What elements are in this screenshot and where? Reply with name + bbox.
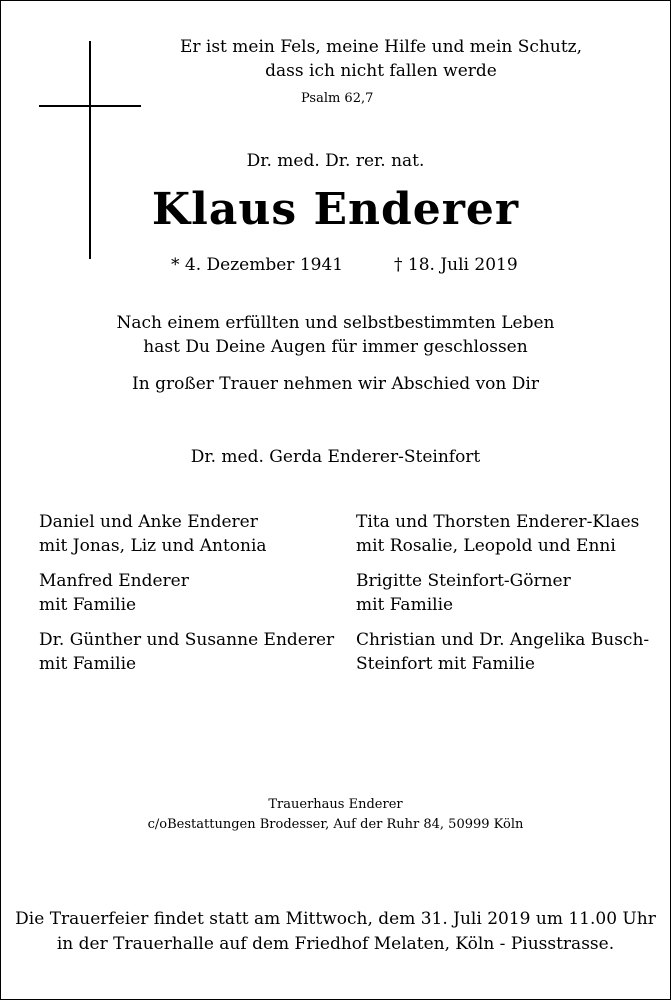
message-line-3: In großer Trauer nehmen wir Abschied von Dir — [132, 374, 539, 394]
family-left-1 — [39, 510, 267, 558]
family-right-2 — [356, 569, 571, 617]
ceremony-info — [1, 907, 670, 957]
spouse-name: Dr. med. Gerda Enderer-Steinfort — [190, 447, 481, 467]
verse-line-1: Er ist mein Fels, meine Hilfe und mein Schutz, — [179, 37, 583, 57]
family-line: Tita und Thorsten Enderer-Klaes — [356, 512, 640, 532]
family-right-3 — [356, 628, 649, 676]
ceremony-line-2: in der Trauerhalle auf dem Friedhof Melaten, Köln - Piusstrasse. — [56, 934, 615, 954]
death-date: † 18. Juli 2019 — [394, 255, 518, 275]
family-line: Christian und Dr. Angelika Busch- — [356, 630, 650, 650]
deceased-titles: Dr. med. Dr. rer. nat. — [246, 151, 425, 171]
family-line: mit Familie — [356, 595, 454, 615]
mourning-address — [1, 795, 670, 835]
family-left-3 — [39, 628, 334, 676]
bible-verse — [161, 35, 601, 83]
family-line: Steinfort mit Familie — [356, 654, 535, 674]
address-line-1: Trauerhaus Enderer — [268, 797, 403, 812]
birth-date: * 4. Dezember 1941 — [171, 255, 344, 275]
verse-reference: Psalm 62,7 — [301, 91, 374, 106]
family-right-1 — [356, 510, 639, 558]
family-line: mit Rosalie, Leopold und Enni — [356, 536, 616, 556]
verse-line-2: dass ich nicht fallen werde — [265, 61, 497, 81]
deceased-name: Klaus Enderer — [151, 184, 520, 235]
cross-horizontal-bar — [39, 105, 141, 107]
ceremony-line-1: Die Trauerfeier findet statt am Mittwoch, dem 31. Juli 2019 um 11.00 Uhr — [15, 909, 656, 929]
family-left-2 — [39, 569, 189, 617]
address-line-2: c/oBestattungen Brodesser, Auf der Ruhr 84, 50999 Köln — [147, 817, 524, 832]
family-line: Daniel und Anke Enderer — [39, 512, 258, 532]
family-line: mit Familie — [39, 595, 137, 615]
family-line: Brigitte Steinfort-Görner — [356, 571, 571, 591]
family-line: mit Familie — [39, 654, 137, 674]
family-line: Manfred Enderer — [39, 571, 189, 591]
family-line: mit Jonas, Liz und Antonia — [39, 536, 267, 556]
farewell-message — [1, 311, 670, 359]
message-line-1: Nach einem erfüllten und selbstbestimmten Leben — [116, 313, 555, 333]
message-line-2: hast Du Deine Augen für immer geschlossen — [143, 337, 528, 357]
family-line: Dr. Günther und Susanne Enderer — [39, 630, 335, 650]
